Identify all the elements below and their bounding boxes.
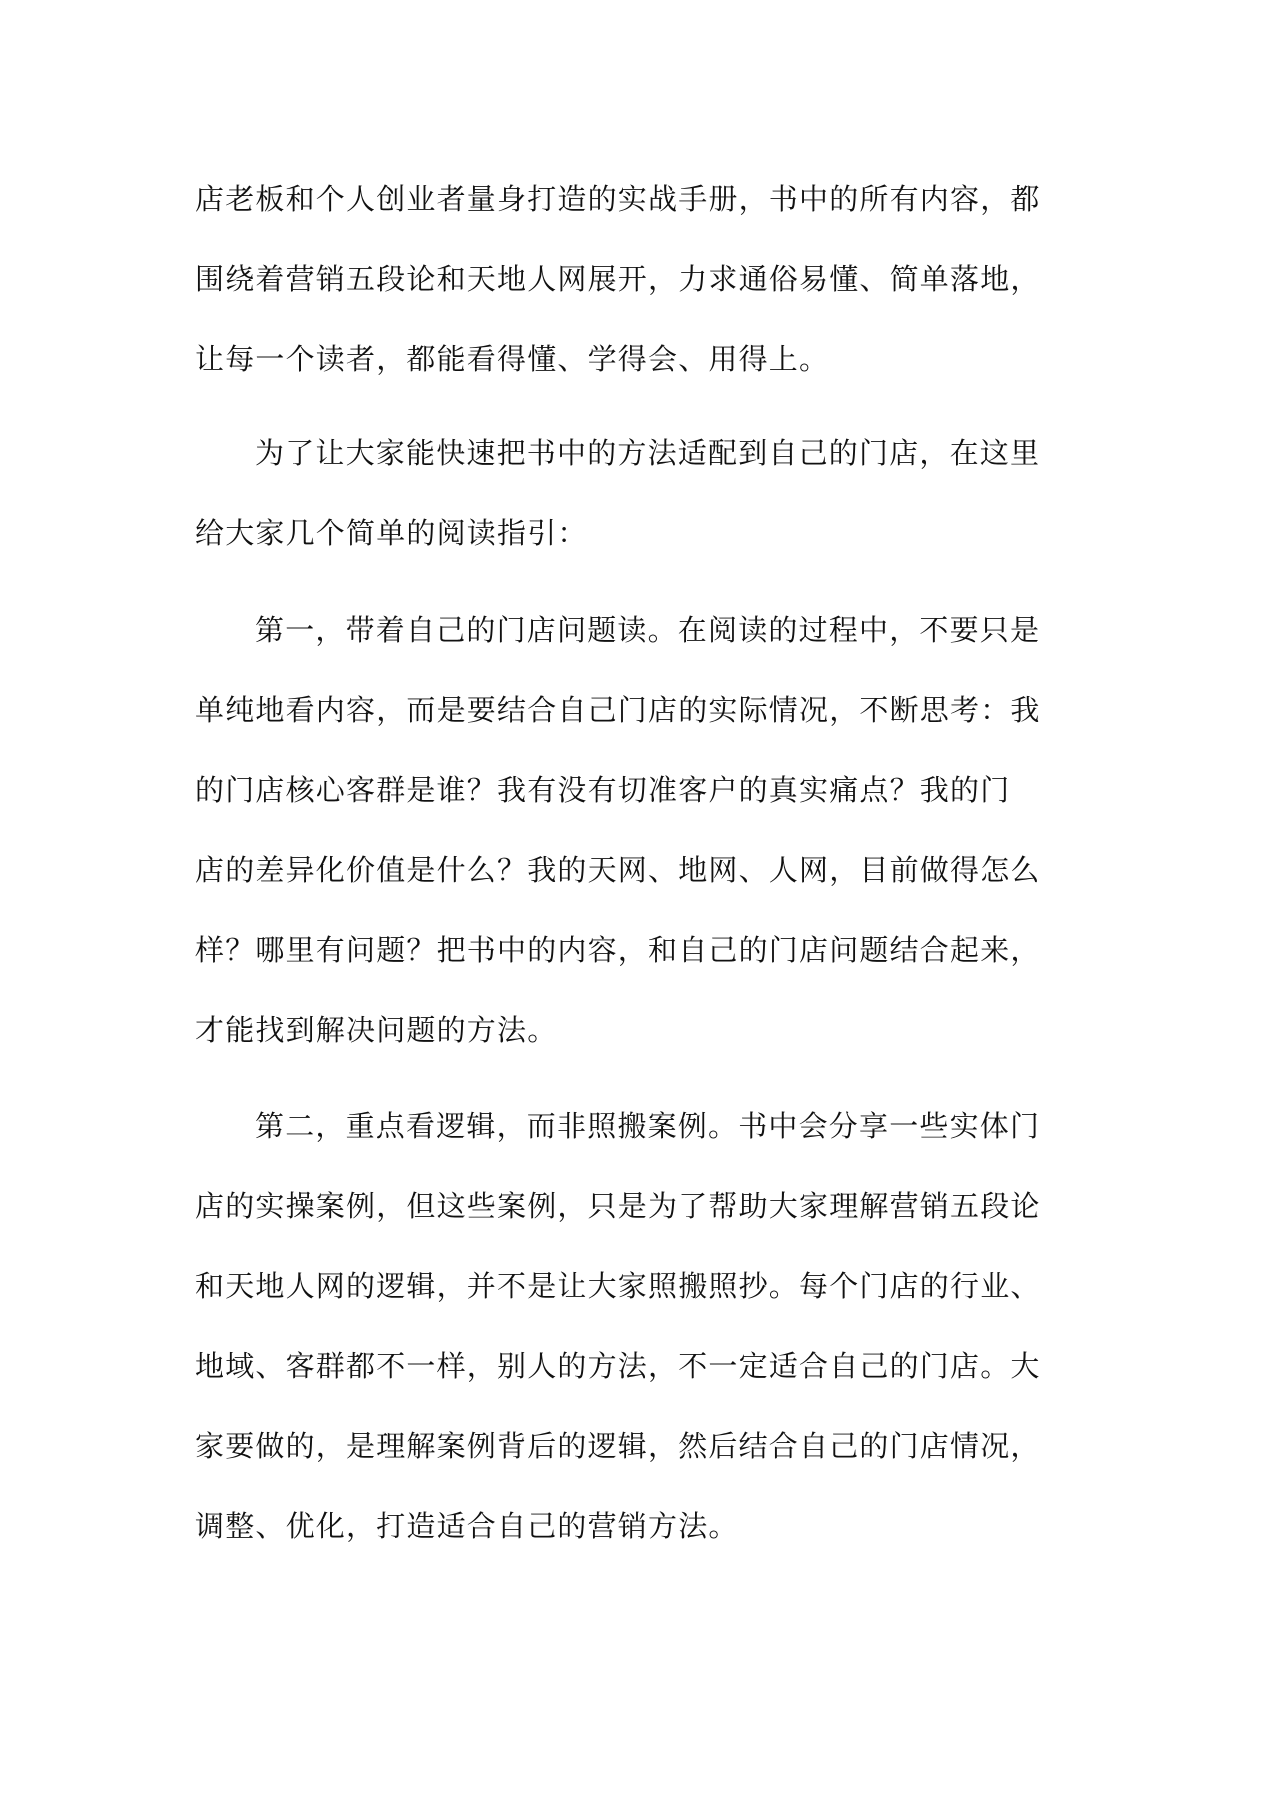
text-line: 单纯地看内容，而是要结合自己门店的实际情况，不断思考：我	[195, 693, 1041, 727]
paragraph-first-line: 为了让大家能快速把书中的方法适配到自己的门店，在这里	[255, 436, 1041, 470]
paragraph-first-line: 第二，重点看逻辑，而非照搬案例。书中会分享一些实体门	[255, 1109, 1041, 1143]
text-line: 店的差异化价值是什么？我的天网、地网、人网，目前做得怎么	[195, 853, 1041, 887]
text-line: 才能找到解决问题的方法。	[195, 1013, 558, 1047]
text-line: 让每一个读者，都能看得懂、学得会、用得上。	[195, 342, 830, 376]
text-line: 和天地人网的逻辑，并不是让大家照搬照抄。每个门店的行业、	[195, 1269, 1041, 1303]
text-line: 样？哪里有问题？把书中的内容，和自己的门店问题结合起来，	[195, 933, 1041, 967]
text-line: 给大家几个简单的阅读指引：	[195, 516, 588, 550]
paragraph-first-line: 第一，带着自己的门店问题读。在阅读的过程中，不要只是	[255, 613, 1041, 647]
text-line: 家要做的，是理解案例背后的逻辑，然后结合自己的门店情况，	[195, 1429, 1041, 1463]
text-line: 店的实操案例，但这些案例，只是为了帮助大家理解营销五段论	[195, 1189, 1041, 1223]
text-line: 的门店核心客群是谁？我有没有切准客户的真实痛点？我的门	[195, 773, 1011, 807]
text-line: 调整、优化，打造适合自己的营销方法。	[195, 1509, 739, 1543]
text-line: 围绕着营销五段论和天地人网展开，力求通俗易懂、简单落地，	[195, 262, 1041, 296]
text-line: 店老板和个人创业者量身打造的实战手册，书中的所有内容，都	[195, 182, 1041, 216]
text-line: 地域、客群都不一样，别人的方法，不一定适合自己的门店。大	[195, 1349, 1041, 1383]
